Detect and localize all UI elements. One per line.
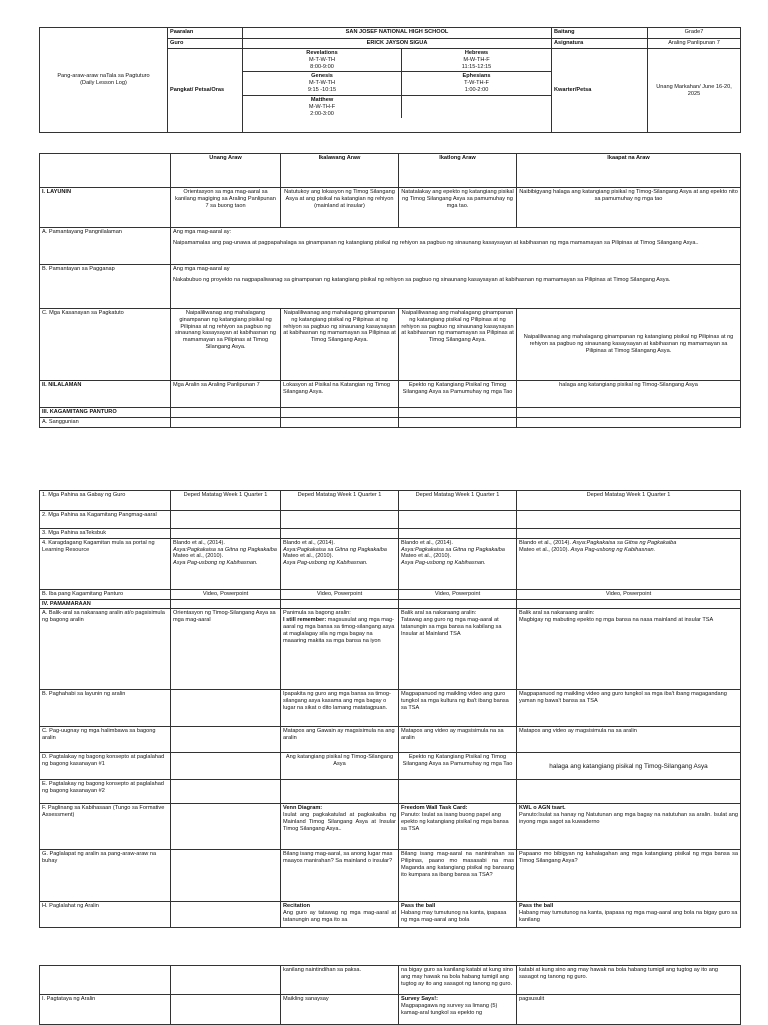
guro-label: Guro	[168, 39, 243, 49]
sections-cell	[243, 49, 552, 133]
pamantayang-pangnilalaman: Ang mga mag-aaral ay: Naipamamalas ang pag-unawa at pagpapahalaga sa ginampanan ng katangiang pisikal ng rehiyon sa pagbuo ng sinaunang kasaysayan at kabihasnan ng mga mamamayan sa Pilipinas at Timog Silangang Asya..	[171, 228, 741, 265]
kagamitan-label: III. KAGAMITANG PANTURO	[40, 408, 171, 418]
pagtataya-day4: pagsusulit	[517, 995, 741, 1025]
paglalapat-day4: Papaano mo bibigyan ng kahalagahan ang mga katangiang pisikal ng mga bansa sa Timog Silangang Asya?	[517, 850, 741, 902]
layunin-day1: Orientasyon sa mga mag-aaral sa kanilang magiging sa Araling Panlipunan 7 sa buong taon	[171, 188, 281, 228]
nilalaman-label: II. NILALAMAN	[40, 381, 171, 408]
kasanayan-day3: Naipaliliwanag ang mahalagang ginampanan ng katangiang pisikal ng Pilipinas at ng rehiyon sa pagbuo ng sinaunang kasaysayan at kabihasnan ng mamamayan sa Pilipinas at Timog Silangang Asya.	[399, 309, 517, 381]
paglalahat-label: H. Paglalahat ng Aralin	[40, 902, 171, 928]
dll-title-cell	[40, 28, 168, 133]
day-header-2: Ikalawang Araw	[281, 154, 399, 188]
cont-day4: katabi at kung sino ang may hawak na bola habang tumigil ang tugtog ay ito ang sasagot ng tanong ng guro.	[517, 966, 741, 995]
day-header-1: Unang Araw	[171, 154, 281, 188]
gabay-guro-day4: Deped Matatag Week 1 Quarter 1	[517, 491, 741, 511]
paghahabi-day4: Magpapanuod ng maikling video ang guro tungkol sa mga iba't ibang magagandang yaman ng bawa't bansa sa TSA	[517, 690, 741, 727]
pagtalakay-1-day1	[171, 753, 281, 780]
kasanayan-label: C. Mga Kasanayan sa Pagkatuto	[40, 309, 171, 381]
lesson-table-3	[39, 965, 741, 1025]
pagtataya-day3: Survey Says!: Magpapagawa ng survey sa limang (5) kamag-aral tungkol sa epekto ng	[399, 995, 517, 1025]
paglalapat-day3: Bilang isang mag-aaral na naninirahan sa Pilipinas, paano mo masasabi na mas Maganda ang katangiang pisikal ng bansang ito kumpara sa ibang bansa sa TSA?	[399, 850, 517, 902]
gabay-guro-label: 1. Mga Pahina sa Gabay ng Guro	[40, 491, 171, 511]
pamantayang-pangnilalaman-label: A. Pamantayang Pangnilalaman	[40, 228, 171, 265]
paaralan-value: SAN JOSEF NATIONAL HIGH SCHOOL	[243, 28, 552, 39]
karagdagang-day3: Blando et al., (2014). Asya:Pagkakaisa sa Gitna ng Pagkakaiba Mateo et al., (2010). Asya Pag-usbong ng Kabihasnan.	[399, 538, 517, 589]
paglalapat-day2: Bilang isang mag-aaral, sa anong lugar mas maayos manirahan? Sa mainland o insular?	[281, 850, 399, 902]
asignatura-value: Araling Panlipunan 7	[648, 39, 741, 49]
guro-value: ERICK JAYSON SIGUA	[243, 39, 552, 49]
gabay-guro-day3: Deped Matatag Week 1 Quarter 1	[399, 491, 517, 511]
section-genesis: Genesis M-T-W-TH 9:15 -10:15	[243, 72, 402, 95]
paghahabi-label: B. Paghahabi sa layunin ng aralin	[40, 690, 171, 727]
section-ephesians: Ephesians T-W-TH-F 1:00-2:00	[402, 72, 552, 95]
balik-aral-day1: Orientasyon ng Timog-Silangang Asya sa mga mag-aaral	[171, 609, 281, 690]
day-header-3: Ikatlong Araw	[399, 154, 517, 188]
section-hebrews: Hebrews M-W-TH-F 11:15-12:15	[402, 49, 552, 72]
karagdagang-kagamitan-label: 4. Karagdagang Kagamitan mula sa portal ng Learning Resource	[40, 538, 171, 589]
layunin-day4: Naibibigyang halaga ang katangiang pisikal ng Timog-Silangang Asya at ang epekto nito sa pamumuhay ng mga tao	[517, 188, 741, 228]
pagtalakay-1-label: D. Pagtalakay ng bagong konsepto at paglalahad ng bagong kasanayan #1	[40, 753, 171, 780]
pagtalakay-2-label: E. Pagtalakay ng bagong konsepto at paglalahad ng bagong kasanayan #2	[40, 780, 171, 804]
cont-day2: kanilang naintindihan sa paksa.	[281, 966, 399, 995]
paghahabi-day2: Ipapakita ng guro ang mga bansa sa timog-silangang asya kasama ang mga bagay o lugar na sikat o dito lamang matatagpuan.	[281, 690, 399, 727]
balik-aral-day2: Panimula sa bagong aralin: I still remember: magsusulat ang mga mag-aaral ng mga bansa sa timog-silangang asya at maglalagay sila ng mga bagay na maaaring makita sa mga bansa na iyon	[281, 609, 399, 690]
paglinang-label: F. Paglinang sa Kabihasaan (Tungo sa Formative Assessment)	[40, 804, 171, 850]
paghahabi-day1	[171, 690, 281, 727]
pagtalakay-1-day4: halaga ang katangiang pisikal ng Timog-Silangang Asya	[517, 753, 741, 780]
layunin-day2: Natutukoy ang lokasyon ng Timog Silangang Asya at ang pisikal na katangian ng rehiyon (mainland at insular)	[281, 188, 399, 228]
paaralan-label: Paaralan	[168, 28, 243, 39]
sanggunian-label: A. Sanggunian	[40, 417, 171, 427]
gabay-guro-day2: Deped Matatag Week 1 Quarter 1	[281, 491, 399, 511]
teksbuk-label: 3. Mga Pahina saTeksbuk	[40, 529, 171, 539]
layunin-day3: Natatalakay ang epekto ng katangiang pisikal ng Timog Silangang Asya sa pamumuhay ng mga tao.	[399, 188, 517, 228]
pagtalakay-1-day3: Epekto ng Katangiang Pisikal ng Timog Silangang Asya sa Pamumuhay ng mga Tao	[399, 753, 517, 780]
karagdagang-day2: Blando et al., (2014). Asya:Pagkakaisa sa Gitna ng Pagkakaiba Mateo et al., (2010). Asya Pag-usbong ng Kabihasnan.	[281, 538, 399, 589]
pamantayan-pagganap: Ang mga mag-aaral ay Nakabubuo ng proyekto na nagpapaliwanag sa ginampanan ng katangiang pisikal ng rehiyon sa pagbuo ng sinaunang kasaysayan at kabihasnan ng mamamayan sa Pilipinas at Timog Silangang Asya.	[171, 265, 741, 309]
nilalaman-day3: Epekto ng Katangiang Pisikal ng Timog Silangang Asya sa Pamumuhay ng mga Tao	[399, 381, 517, 408]
layunin-label: I. LAYUNIN	[40, 188, 171, 228]
pamamaraan-label: IV. PAMAMARAAN	[40, 599, 171, 609]
pangkat-label: Pangkat/ Petsa/Oras	[168, 49, 243, 133]
cont-day3: na bigay guro sa kanilang katabi at kung sino ang may hawak na bola habang tumigil ang tugtog ay ito ang sasagot ng tanong ng guro.	[399, 966, 517, 995]
nilalaman-day1: Mga Aralin sa Araling Panlipunan 7	[171, 381, 281, 408]
iba-pang-day1: Video, Powerpoint	[171, 589, 281, 599]
iba-pang-day2: Video, Powerpoint	[281, 589, 399, 599]
paglinang-day3: Freedom Wall Task Card: Panuto: Isulat sa isang buong papel ang epekto ng katangiang pisikal ng mga bansa sa TSA	[399, 804, 517, 850]
day-header-4: Ikaapat na Araw	[517, 154, 741, 188]
pagtataya-day2: Maikling sanaysay	[281, 995, 399, 1025]
kasanayan-day1: Naipaliliwanag ang mahalagang ginampanan ng katangiang pisikal ng Pilipinas at ng rehiyon sa pagbuo ng sinaunang kasaysayan at kabihasnan ng mamamayan sa Pilipinas at Timog Silangang Asya.	[171, 309, 281, 381]
paglalapat-day1	[171, 850, 281, 902]
kagamitang-pangmag-aaral-label: 2. Mga Pahina sa Kagamitang Pangmag-aaral	[40, 511, 171, 529]
asignatura-label: Asignatura	[552, 39, 648, 49]
paglalahat-day3: Pass the ball Habang may tumutunog na kanta, ipapasa ng mga mag-aaral ang bola	[399, 902, 517, 928]
pag-uugnay-day2: Matapos ang Gawain ay magsisimula na ang aralin	[281, 727, 399, 753]
header-table	[39, 27, 741, 133]
kasanayan-day2: Naipaliliwanag ang mahalagang ginampanan ng katangiang pisikal ng Pilipinas at ng rehiyon sa pagbuo ng sinaunang kasaysayan at kabihasnan ng mamamayan sa Pilipinas at Timog Silangang Asya.	[281, 309, 399, 381]
pag-uugnay-day1	[171, 727, 281, 753]
gabay-guro-day1: Deped Matatag Week 1 Quarter 1	[171, 491, 281, 511]
dll-title: Pang-araw-araw naTala sa Pagtuturo	[57, 73, 150, 80]
balik-aral-label: A. Balik-aral sa nakaraang aralin at/o pagsisimula ng bagong aralin	[40, 609, 171, 690]
cont-day1	[171, 966, 281, 995]
sections-grid	[243, 49, 551, 118]
baitang-label: Baitang	[552, 28, 648, 39]
nilalaman-day2: Lokasyon at Pisikal na Katangian ng Timog Silangang Asya.	[281, 381, 399, 408]
lesson-table-1	[39, 153, 741, 428]
pag-uugnay-label: C. Pag-uugnay ng mga halimbawa sa bagong aralin	[40, 727, 171, 753]
nilalaman-day4: halaga ang katangiang pisikal ng Timog-Silangang Asya	[517, 381, 741, 408]
balik-aral-day4: Balik aral sa nakaraang aralin: Magbigay ng mabuting epekto ng mga bansa na nasa mainland at insular TSA	[517, 609, 741, 690]
paglinang-day4: KWL o AGN tsart. Panuto:Isulat sa hanay ng Natutunan ang mga bagay na natutuhan sa aralin. Isulat ang inyong mga sagot sa kuwaderno	[517, 804, 741, 850]
kasanayan-day4: Naipaliliwanag ang mahalagang ginampanan ng katangiang pisikal ng Pilipinas at ng rehiyon sa pagbuo ng sinaunang kasaysayan at kabihasnan ng mamamayan sa Pilipinas at Timog Silangang Asya.	[517, 309, 741, 381]
dll-subtitle: (Daily Lesson Log)	[80, 80, 127, 86]
iba-pang-day3: Video, Powerpoint	[399, 589, 517, 599]
paglinang-day2: Venn Diagram: Isulat ang pagkakatulad at pagkakaiba ng Mainland Timog Silangang Asya at Insular Timog Silangang Asya..	[281, 804, 399, 850]
section-matthew: Matthew M-W-TH-F 2:00-3:00	[243, 95, 402, 118]
kwarter-label: Kwarter/Petsa	[552, 49, 648, 133]
iba-pang-day4: Video, Powerpoint	[517, 589, 741, 599]
kwarter-value: Unang Markahan/ June 16-20, 2025	[648, 49, 741, 133]
section-revelations: Revelations M-T-W-TH 8:00-9:00	[243, 49, 402, 72]
iba-pang-kagamitan-label: B. Iba pang Kagamitang Panturo	[40, 589, 171, 599]
baitang-value: Grade7	[648, 28, 741, 39]
paglalahat-day2: Recitation Ang guro ay tatawag ng mga mag-aaral at tatanungin ang mga ito sa	[281, 902, 399, 928]
pagtalakay-1-day2: Ang katangiang pisikal ng Timog-Silangang Asya	[281, 753, 399, 780]
paghahabi-day3: Magpapanuod ng maikling video ang guro tungkol sa mga kultura ng iba't ibang bansa sa TSA	[399, 690, 517, 727]
pag-uugnay-day3: Matapos ang video ay magsisimula na sa aralin	[399, 727, 517, 753]
lesson-table-2	[39, 490, 741, 928]
karagdagang-day1: Blando et al., (2014). Asya:Pagkakaisa sa Gitna ng Pagkakaiba Mateo et al., (2010). Asya Pag-usbong ng Kabihasnan.	[171, 538, 281, 589]
pamantayan-pagganap-label: B. Pamantayan sa Pagganap	[40, 265, 171, 309]
paglalapat-label: G. Paglalapat ng aralin sa pang-araw-araw na buhay	[40, 850, 171, 902]
pag-uugnay-day4: Matapos ang video ay magsisimula na sa aralin	[517, 727, 741, 753]
karagdagang-day4: Blando et al., (2014). Asya:Pagkakaisa sa Gitna ng Pagkakaiba Mateo et al., (2010). Asya Pag-usbong ng Kabihasnan.	[517, 538, 741, 589]
balik-aral-day3: Balik aral sa nakaraang aralin: Tatawag ang guro ng mga mag-aaral at tatanungin sa mga bansa na kabilang sa Insular at Mainland TSA	[399, 609, 517, 690]
paglalahat-day4: Pass the ball Habang may tumutunog na kanta, ipapasa ng mga mag-aaral ang bola na bigay guro sa kanilang	[517, 902, 741, 928]
pagtataya-label: I. Pagtataya ng Aralin	[40, 995, 171, 1025]
